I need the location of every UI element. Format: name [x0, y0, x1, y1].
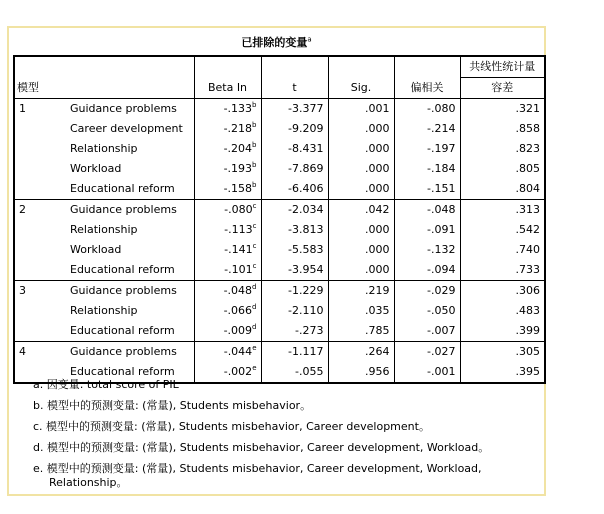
tolerance-value: .395 [460, 362, 545, 383]
model-number [14, 220, 66, 240]
t-value: -3.813 [261, 220, 328, 240]
sig-value: .000 [328, 119, 394, 139]
table-row [14, 321, 545, 342]
footnote-e: e. 模型中的预测变量: (常量), Students misbehavior, Career development, Workload, Relationship。 [33, 462, 482, 489]
predictor-name: Educational reform [70, 365, 175, 378]
table-row [14, 99, 545, 120]
footnote-marker: c [252, 222, 257, 230]
t-value: -3.954 [261, 260, 328, 281]
partial-correlation-value: -.214 [394, 119, 460, 139]
footnote-marker: c [252, 262, 257, 270]
header-beta-in: Beta In [194, 78, 261, 99]
table-row [14, 260, 545, 281]
beta-in-number: -.080 [224, 203, 253, 216]
beta-in-value [194, 159, 261, 179]
beta-in-number: -.204 [223, 142, 253, 155]
footnote-b: b. 模型中的预测变量: (常量), Students misbehavior。 [33, 399, 312, 412]
predictor-name: Guidance problems [66, 200, 194, 221]
partial-correlation-value: -.080 [394, 99, 460, 120]
partial-correlation-value: -.184 [394, 159, 460, 179]
model-number: 2 [14, 200, 66, 221]
sig-value: .956 [328, 362, 394, 383]
sig-value: .001 [328, 99, 394, 120]
table-row [14, 119, 545, 139]
predictor-name: Guidance problems [66, 99, 194, 120]
footnote-marker: b [252, 101, 257, 109]
sig-value: .219 [328, 281, 394, 302]
header-t: t [261, 78, 328, 99]
beta-in-value [194, 200, 261, 221]
table-row [14, 220, 545, 240]
t-value: -2.034 [261, 200, 328, 221]
t-value: -5.583 [261, 240, 328, 260]
header-row-bottom [14, 78, 545, 99]
beta-in-number: -.048 [223, 284, 253, 297]
beta-in-value [194, 321, 261, 342]
tolerance-value: .305 [460, 342, 545, 363]
beta-in-value [194, 220, 261, 240]
t-value: -7.869 [261, 159, 328, 179]
footnote-marker: d [252, 323, 257, 331]
t-value: -6.406 [261, 179, 328, 200]
t-value: -1.229 [261, 281, 328, 302]
sig-value: .000 [328, 139, 394, 159]
model-number [14, 260, 66, 281]
predictor-name: Guidance problems [66, 342, 194, 363]
predictor-name: Relationship [70, 304, 138, 317]
predictor-name: Educational reform [70, 263, 175, 276]
partial-correlation-value: -.001 [394, 362, 460, 383]
tolerance-value: .733 [460, 260, 545, 281]
model-number [14, 321, 66, 342]
predictor-name: Relationship [70, 142, 138, 155]
partial-correlation-value: -.151 [394, 179, 460, 200]
beta-in-number: -.044 [223, 345, 253, 358]
sig-value: .000 [328, 260, 394, 281]
tolerance-value: .542 [460, 220, 545, 240]
output-frame [7, 26, 546, 496]
footnote-marker: b [252, 181, 257, 189]
tolerance-value: .483 [460, 301, 545, 321]
footnotes [33, 378, 533, 497]
partial-correlation-value: -.091 [394, 220, 460, 240]
beta-in-value [194, 342, 261, 363]
sig-value: .035 [328, 301, 394, 321]
footnote-marker: b [252, 121, 257, 129]
beta-in-number: -.141 [224, 243, 253, 256]
t-value: -8.431 [261, 139, 328, 159]
partial-correlation-value: -.132 [394, 240, 460, 260]
model-number: 1 [14, 99, 66, 120]
title-footnote-marker: a [307, 35, 312, 44]
footnote-d: d. 模型中的预测变量: (常量), Students misbehavior, Career development, Workload。 [33, 441, 490, 454]
model-number: 3 [14, 281, 66, 302]
model-number [14, 119, 66, 139]
sig-value: .042 [328, 200, 394, 221]
footnote-marker: c [252, 202, 257, 210]
sig-value: .000 [328, 240, 394, 260]
predictor-name: Career development [70, 122, 183, 135]
header-partial: 偏相关 [394, 78, 460, 99]
tolerance-value: .399 [460, 321, 545, 342]
footnote-marker: d [252, 283, 257, 291]
beta-in-value [194, 99, 261, 120]
sig-value: .785 [328, 321, 394, 342]
sig-value: .000 [328, 220, 394, 240]
t-value: -9.209 [261, 119, 328, 139]
beta-in-number: -.009 [223, 324, 253, 337]
beta-in-value [194, 240, 261, 260]
sig-value: .000 [328, 159, 394, 179]
tolerance-value: .306 [460, 281, 545, 302]
header-row-top [14, 56, 545, 78]
table-row [14, 240, 545, 260]
model-number [14, 139, 66, 159]
predictor-name: Relationship [70, 223, 138, 236]
header-sig: Sig. [328, 78, 394, 99]
footnote-marker: e [252, 344, 257, 352]
model-number: 4 [14, 342, 66, 363]
model-number [14, 179, 66, 200]
beta-in-number: -.133 [223, 102, 253, 115]
header-model: 模型 [14, 78, 66, 99]
predictor-name: Guidance problems [66, 281, 194, 302]
beta-in-value [194, 139, 261, 159]
t-value: -2.110 [261, 301, 328, 321]
footnote-marker: b [252, 161, 257, 169]
beta-in-number: -.113 [224, 223, 253, 236]
excluded-variables-table [13, 55, 546, 384]
beta-in-value [194, 179, 261, 200]
footnote-c: c. 模型中的预测变量: (常量), Students misbehavior, Career development。 [33, 420, 430, 433]
table-row [14, 179, 545, 200]
table-row [14, 200, 545, 221]
partial-correlation-value: -.197 [394, 139, 460, 159]
table-row [14, 139, 545, 159]
table-row [14, 281, 545, 302]
beta-in-value [194, 281, 261, 302]
predictor-name: Workload [70, 243, 122, 256]
partial-correlation-value: -.007 [394, 321, 460, 342]
t-value: -1.117 [261, 342, 328, 363]
partial-correlation-value: -.048 [394, 200, 460, 221]
tolerance-value: .313 [460, 200, 545, 221]
beta-in-number: -.101 [224, 263, 253, 276]
table-row [14, 159, 545, 179]
sig-value: .264 [328, 342, 394, 363]
beta-in-value [194, 119, 261, 139]
table-row [14, 342, 545, 363]
t-value: -3.377 [261, 99, 328, 120]
beta-in-number: -.193 [223, 162, 253, 175]
model-number [14, 240, 66, 260]
table-title [9, 34, 544, 50]
footnote-marker: d [252, 303, 257, 311]
footnote-marker: e [252, 364, 257, 372]
beta-in-number: -.066 [223, 304, 253, 317]
footnote-a: a. 因变量: total score of PIL [33, 378, 179, 391]
predictor-name: Workload [70, 162, 122, 175]
title-text: 已排除的变量 [241, 36, 308, 49]
tolerance-value: .740 [460, 240, 545, 260]
predictor-name: Educational reform [70, 324, 175, 337]
sig-value: .000 [328, 179, 394, 200]
partial-correlation-value: -.027 [394, 342, 460, 363]
tolerance-value: .805 [460, 159, 545, 179]
header-tolerance: 容差 [460, 78, 545, 99]
tolerance-value: .858 [460, 119, 545, 139]
tolerance-value: .804 [460, 179, 545, 200]
beta-in-number: -.218 [223, 122, 253, 135]
footnote-marker: c [252, 242, 257, 250]
t-value: -.055 [261, 362, 328, 383]
model-number [14, 301, 66, 321]
partial-correlation-value: -.029 [394, 281, 460, 302]
t-value: -.273 [261, 321, 328, 342]
table-row [14, 301, 545, 321]
beta-in-value [194, 260, 261, 281]
table-body [14, 99, 545, 384]
beta-in-number: -.002 [223, 365, 253, 378]
footnote-marker: b [252, 141, 257, 149]
model-number [14, 159, 66, 179]
predictor-name: Educational reform [70, 182, 175, 195]
partial-correlation-value: -.094 [394, 260, 460, 281]
tolerance-value: .321 [460, 99, 545, 120]
tolerance-value: .823 [460, 139, 545, 159]
header-collinearity: 共线性统计量 [460, 56, 545, 78]
partial-correlation-value: -.050 [394, 301, 460, 321]
beta-in-value [194, 301, 261, 321]
beta-in-number: -.158 [223, 182, 253, 195]
